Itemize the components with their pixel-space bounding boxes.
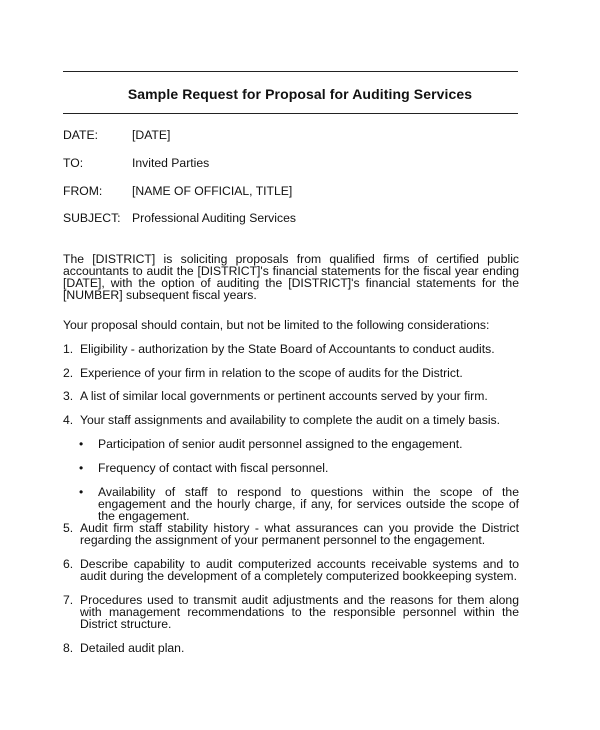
bullet-text: Availability of staff to respond to questions within the scope of the engagement and the hourly charge, if any, for services outside the scope of the engagement. — [98, 485, 519, 523]
item-number: 8. — [63, 641, 74, 655]
item-number: 7. — [63, 593, 74, 607]
item-text: Experience of your firm in relation to the scope of audits for the District. — [80, 366, 463, 380]
item-number: 5. — [63, 521, 74, 535]
memo-label: SUBJECT: — [63, 211, 121, 225]
memo-value: [DATE] — [132, 128, 171, 142]
item-number: 3. — [63, 389, 74, 403]
considerations-intro: Your proposal should contain, but not be limited to the following considerations: — [63, 318, 490, 332]
memo-label: FROM: — [63, 184, 103, 198]
item-text: Audit firm staff stability history - what assurances can you provide the District regarding the assignment of your permanent personnel to the engagement. — [80, 521, 519, 547]
bullet-icon: • — [79, 437, 84, 451]
memo-value: [NAME OF OFFICIAL, TITLE] — [132, 184, 293, 198]
intro-paragraph: The [DISTRICT] is soliciting proposals from qualified firms of certified public accountants to audit the [DISTRICT]'s financial statements for the fiscal year ending [DATE], with the option of auditing the [DISTRICT]'s financial statements for the [NUMBER] subsequent fiscal years. — [63, 252, 519, 302]
document-title: Sample Request for Proposal for Auditing Services — [127, 86, 473, 102]
bullet-text: Frequency of contact with fiscal personnel. — [98, 461, 329, 475]
item-text: A list of similar local governments or pertinent accounts served by your firm. — [80, 389, 488, 403]
item-text: Procedures used to transmit audit adjustments and the reasons for them along with management recommendations to the responsible personnel within the District structure. — [80, 593, 519, 631]
memo-label: DATE: — [63, 128, 98, 142]
item-text: Your staff assignments and availability to complete the audit on a timely basis. — [80, 413, 501, 427]
memo-label: TO: — [63, 156, 84, 170]
item-text: Eligibility - authorization by the State Board of Accountants to conduct audits. — [80, 342, 495, 356]
title-bottom-rule — [63, 113, 518, 114]
memo-value: Invited Parties — [132, 156, 210, 170]
bullet-icon: • — [79, 461, 84, 475]
item-number: 6. — [63, 557, 74, 571]
top-rule — [63, 71, 518, 72]
item-number: 2. — [63, 366, 74, 380]
item-number: 1. — [63, 342, 74, 356]
memo-value: Professional Auditing Services — [132, 211, 296, 225]
item-text: Describe capability to audit computerized accounts receivable systems and to audit during the development of a completely computerized bookkeeping system. — [80, 557, 519, 583]
item-number: 4. — [63, 413, 74, 427]
item-text: Detailed audit plan. — [80, 641, 185, 655]
bullet-icon: • — [79, 485, 84, 499]
bullet-text: Participation of senior audit personnel assigned to the engagement. — [98, 437, 463, 451]
